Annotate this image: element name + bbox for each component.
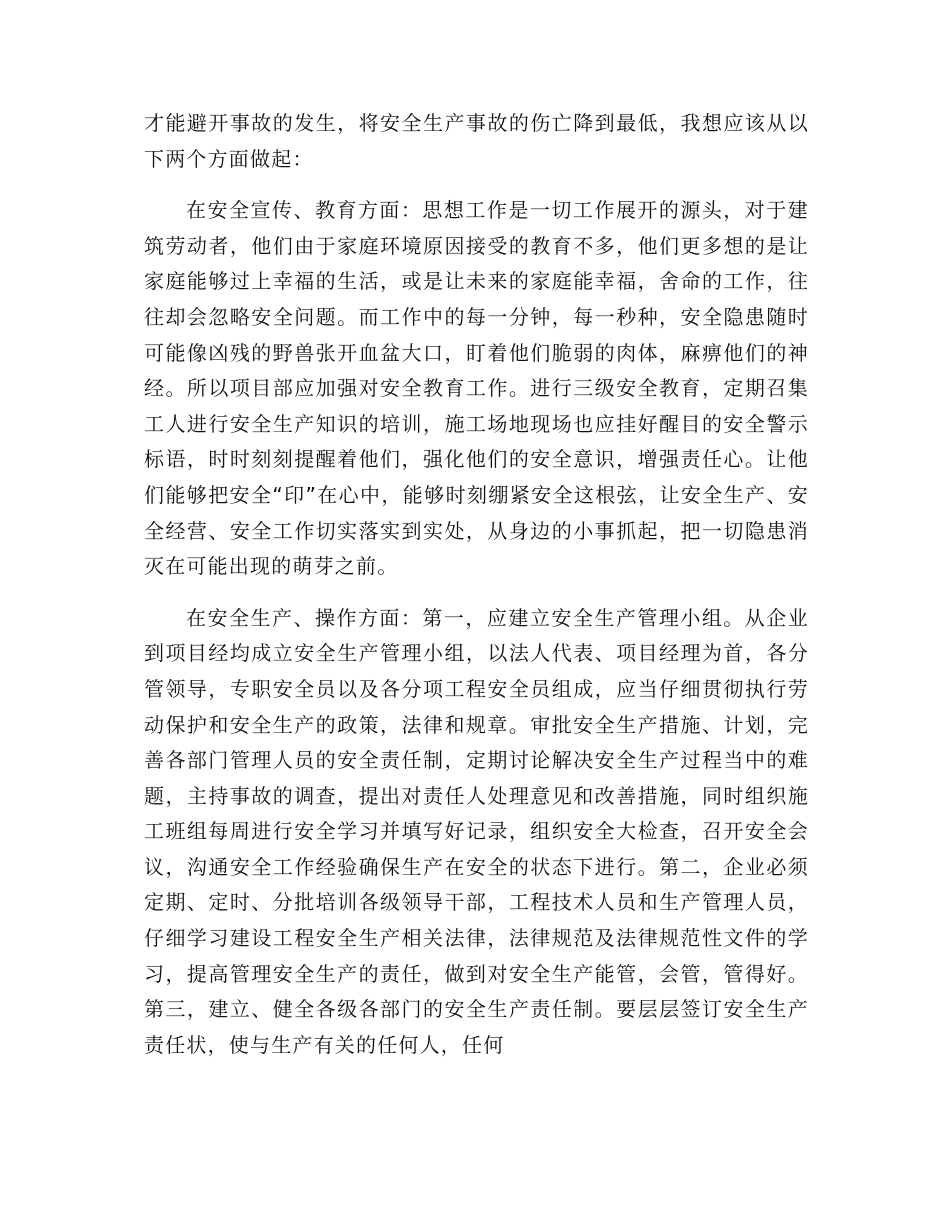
paragraph-continuation: 才能避开事故的发生，将安全生产事故的伤亡降到最低，我想应该从以下两个方面做起： — [144, 111, 809, 171]
paragraph-safety-education: 在安全宣传、教育方面：思想工作是一切工作展开的源头，对于建筑劳动者，他们由于家庭环境原因接受的教育不多，他们更多想的是让家庭能够过上幸福的生活，或是让未来的家庭能幸福，舍命的工作，往往却会忽略安全问题。而工作中的每一分钟，每一秒种，安全隐患随时可能像凶残的野兽张开血盆大口，盯着他们脆弱的肉体，麻痹他们的神经。所以项目部应加强对安全教育工作。进行三级安全教育，定期召集工人进行安全生产知识的培训，施工场地现场也应挂好醒目的安全警示标语，时时刻刻提醒着他们，强化他们的安全意识，增强责任心。让他们能够把安全“印”在心中，能够时刻绷紧安全这根弦，让安全生产、安全经营、安全工作切实落实到实处，从身边的小事抓起，把一切隐患消灭在可能出现的萌芽之前。 — [144, 198, 809, 579]
paragraph-safety-operation: 在安全生产、操作方面：第一，应建立安全生产管理小组。从企业到项目经均成立安全生产管理小组，以法人代表、项目经理为首，各分管领导，专职安全员以及各分项工程安全员组成，应当仔细贯彻执行劳动保护和安全生产的政策，法律和规章。审批安全生产措施、计划，完善各部门管理人员的安全责任制，定期讨论解决安全生产过程当中的难题，主持事故的调查，提出对责任人处理意见和改善措施，同时组织施工班组每周进行安全学习并填写好记录，组织安全大检查，召开安全会议，沟通安全工作经验确保生产在安全的状态下进行。第二，企业必须定期、定时、分批培训各级领导干部，工程技术人员和生产管理人员，仔细学习建设工程安全生产相关法律，法律规范及法律规范性文件的学习，提高管理安全生产的责任，做到对安全生产能管，会管，管得好。第三，建立、健全各级各部门的安全生产责任制。要层层签订安全生产责任状，使与生产有关的任何人，任何 — [144, 605, 809, 1057]
document-body — [144, 106, 809, 1063]
